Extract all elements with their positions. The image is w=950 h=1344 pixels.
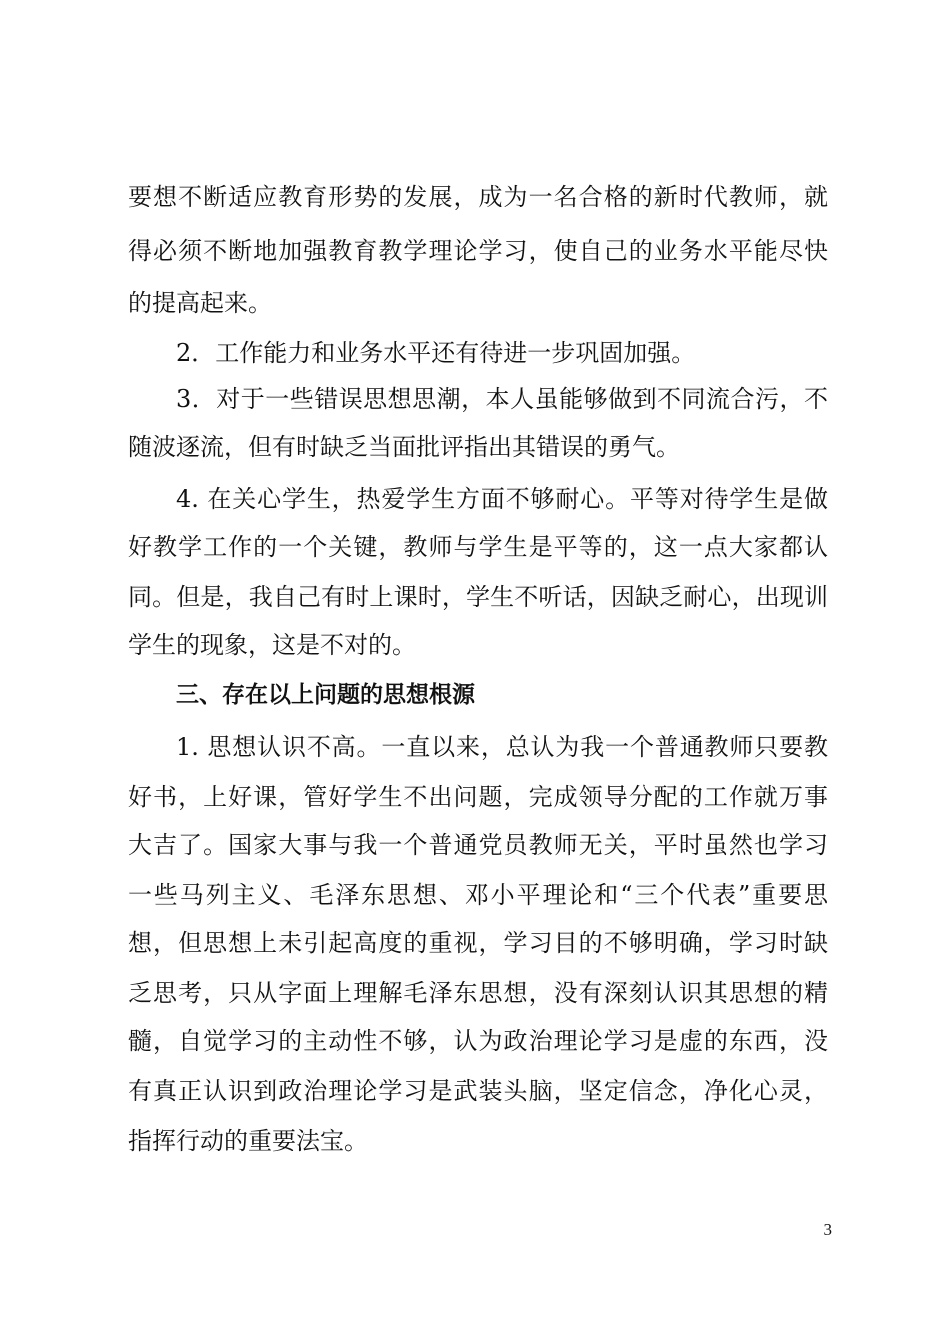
paragraph-3-line-2: 随波逐流，但有时缺乏当面批评指出其错误的勇气。 <box>128 433 680 461</box>
page-number: 3 <box>823 1220 832 1239</box>
paragraph-4-line-2: 好教学工作的一个关键，教师与学生是平等的，这一点大家都认 <box>128 533 828 561</box>
paragraph-1-line-1: 要想不断适应教育形势的发展，成为一名合格的新时代教师，就 <box>128 183 828 211</box>
paragraph-2-line-1: 2．工作能力和业务水平还有待进一步巩固加强。 <box>176 339 696 367</box>
paragraph-5-line-3: 大吉了。国家大事与我一个普通党员教师无关，平时虽然也学习 <box>128 831 828 859</box>
paragraph-1-line-3: 的提高起来。 <box>128 289 272 317</box>
paragraph-4-line-3: 同。但是，我自己有时上课时，学生不听话，因缺乏耐心，出现训 <box>128 583 828 611</box>
paragraph-1-line-2: 得必须不断地加强教育教学理论学习，使自己的业务水平能尽快 <box>128 237 828 265</box>
paragraph-5-line-9: 指挥行动的重要法宝。 <box>128 1127 368 1155</box>
paragraph-4-line-4: 学生的现象，这是不对的。 <box>128 631 416 659</box>
paragraph-5-line-6: 乏思考，只从字面上理解毛泽东思想，没有深刻认识其思想的精 <box>128 979 828 1007</box>
paragraph-5-line-8: 有真正认识到政治理论学习是武装头脑，坚定信念，净化心灵， <box>128 1077 828 1105</box>
paragraph-5-line-2: 好书，上好课，管好学生不出问题，完成领导分配的工作就万事 <box>128 783 828 811</box>
section-heading: 三、存在以上问题的思想根源 <box>176 682 475 708</box>
paragraph-5-line-1: 1. 思想认识不高。一直以来，总认为我一个普通教师只要教 <box>176 733 828 761</box>
paragraph-3-line-1: 3．对于一些错误思想思潮，本人虽能够做到不同流合污，不 <box>176 385 828 413</box>
paragraph-5-line-5: 想，但思想上未引起高度的重视，学习目的不够明确，学习时缺 <box>128 929 828 957</box>
paragraph-4-line-1: 4. 在关心学生，热爱学生方面不够耐心。平等对待学生是做 <box>176 485 828 513</box>
paragraph-5-line-4: 一些马列主义、毛泽东思想、邓小平理论和“三个代表”重要思 <box>128 881 828 909</box>
paragraph-5-line-7: 髓，自觉学习的主动性不够，认为政治理论学习是虚的东西，没 <box>128 1027 828 1055</box>
